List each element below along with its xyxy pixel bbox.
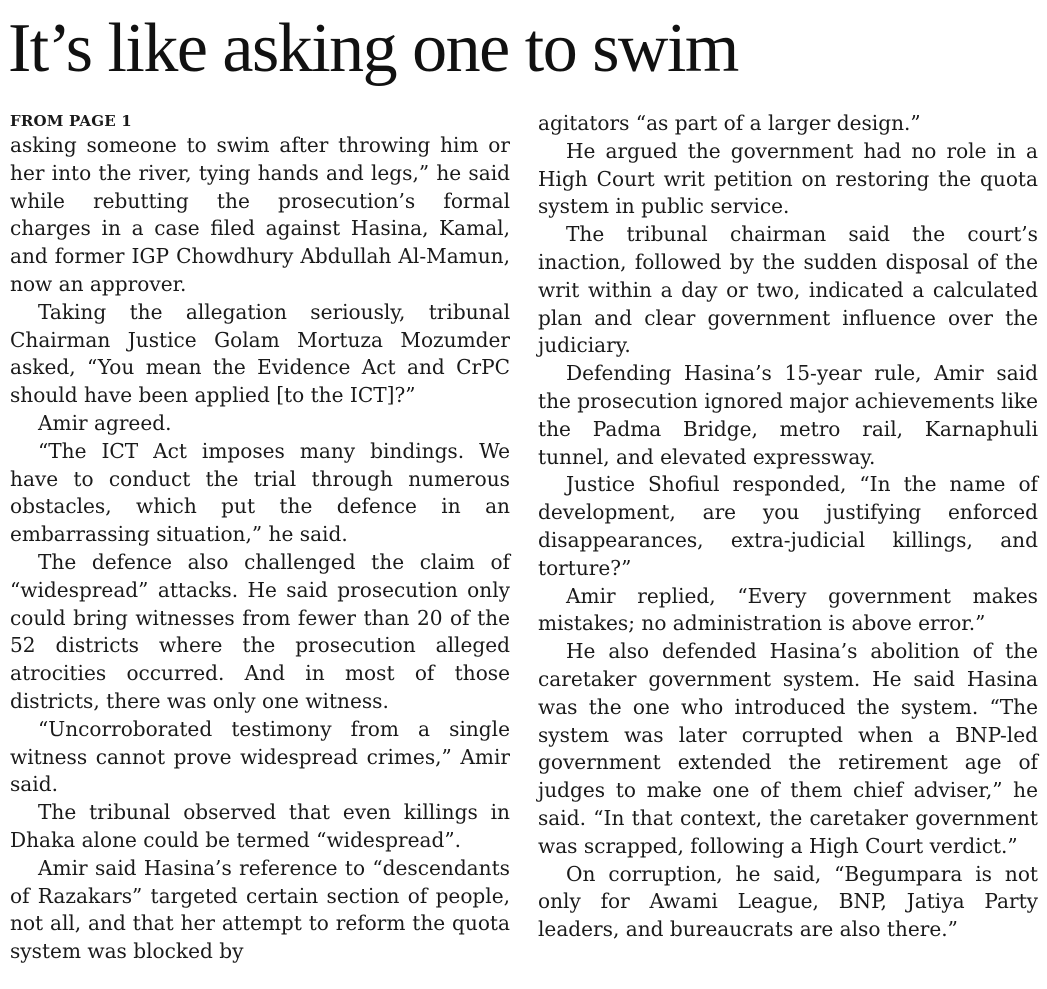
- paragraph: Amir replied, “Every government makes mistakes; no administration is above error.”: [538, 583, 1038, 636]
- paragraph: He argued the government had no role in a High Court writ petition on restoring the quota system in public service.: [538, 138, 1038, 219]
- paragraph: Taking the allegation seriously, tribunal Chairman Justice Golam Mortuza Mozumder asked, “You mean the Evidence Act and CrPC should have been applied [to the ICT]?”: [10, 299, 510, 408]
- paragraph: The defence also challenged the claim of “widespread” attacks. He said prosecution only could bring witnesses from fewer than 20 of the 52 districts where the prosecution alleged atrocities occurred. And in most of those districts, there was only one witness.: [10, 549, 510, 713]
- paragraph: On corruption, he said, “Begumpara is not only for Awami League, BNP, Jatiya Party leaders, and bureaucrats are also there.”: [538, 861, 1038, 942]
- article-column-right: [538, 110, 1038, 944]
- paragraph: Amir agreed.: [38, 410, 172, 435]
- paragraph: The tribunal observed that even killings in Dhaka alone could be termed “widespread”.: [10, 800, 510, 852]
- paragraph: “Uncorroborated testimony from a single witness cannot prove widespread crimes,” Amir said.: [10, 716, 510, 797]
- paragraph: He also defended Hasina’s abolition of the caretaker government system. He said Hasina was the one who introduced the system. “The system was later corrupted when a BNP-led government extended the retirement age of judges to make one of them chief adviser,” he said. “In that context, the caretaker government was scrapped, following a High Court verdict.”: [538, 639, 1038, 858]
- headline: It’s like asking one to swim: [8, 10, 738, 87]
- article-column-left: [10, 110, 510, 966]
- paragraph: The tribunal chairman said the court’s inaction, followed by the sudden disposal of the writ within a day or two, indicated a calculated plan and clear government influence over the judiciary.: [538, 222, 1038, 358]
- paragraph: Justice Shofiul responded, “In the name of development, are you justifying enforced disappearances, extra-judicial killings, and torture?”: [538, 472, 1038, 580]
- paragraph: Amir said Hasina’s reference to “descendants of Razakars” targeted certain section of people, not all, and that her attempt to reform the quota system was blocked by: [10, 855, 510, 964]
- paragraph: agitators “as part of a larger design.”: [538, 111, 921, 135]
- continuation-kicker: FROM PAGE 1: [10, 112, 132, 130]
- paragraph: asking someone to swim after throwing him or her into the river, tying hands and legs,” he said while rebutting the prosecution’s formal charges in a case filed against Hasina, Kamal, and former IGP Chowdhury Abdullah Al-Mamun, now an approver.: [10, 133, 510, 296]
- paragraph: “The ICT Act imposes many bindings. We have to conduct the trial through numerous obstacles, which put the defence in an embarrassing situation,” he said.: [10, 438, 510, 547]
- paragraph: Defending Hasina’s 15-year rule, Amir said the prosecution ignored major achievements like the Padma Bridge, metro rail, Karnaphuli tunnel, and elevated expressway.: [538, 361, 1038, 469]
